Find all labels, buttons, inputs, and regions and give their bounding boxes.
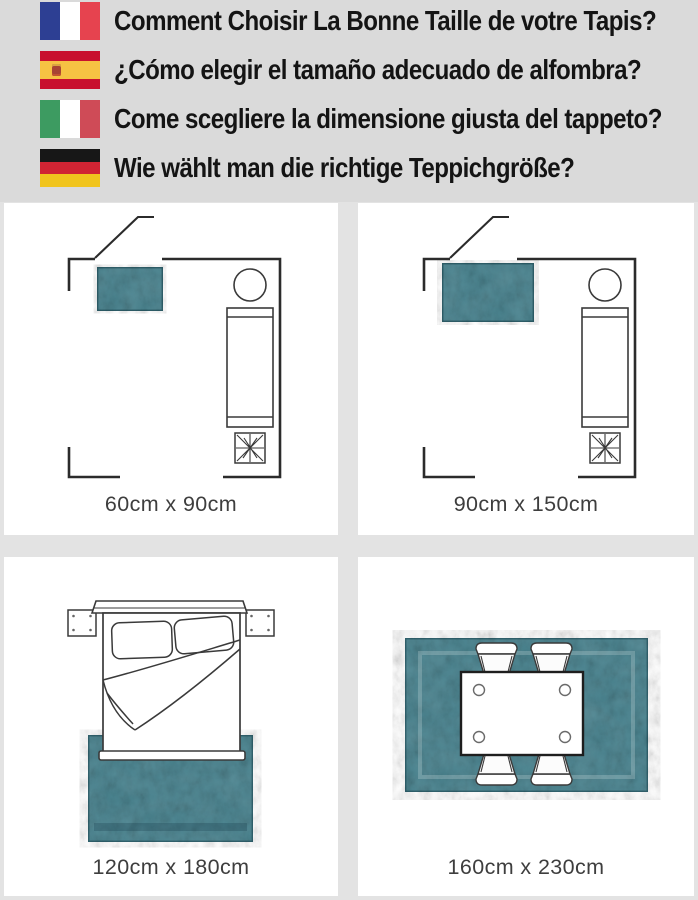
potted-plant-icon	[235, 433, 265, 463]
title-german: Wie wählt man die richtige Teppichgröße?	[114, 152, 575, 183]
rug-size-label: 90cm x 150cm	[453, 492, 599, 516]
entry-floorplan-small	[4, 203, 338, 535]
side-table	[234, 269, 266, 301]
panel-entry-small	[4, 203, 338, 535]
title-italian: Come scegliere la dimensione giusta del tappeto?	[114, 103, 662, 134]
dining-chair-bottom-left	[476, 754, 517, 785]
double-bed	[92, 601, 247, 760]
potted-plant-icon	[590, 433, 620, 463]
italy-flag-icon	[40, 100, 100, 138]
title-row-italian	[40, 100, 698, 138]
pillow-right	[174, 616, 235, 655]
panel-entry-large	[358, 203, 694, 535]
rug	[97, 267, 163, 311]
side-table	[589, 269, 621, 301]
entry-floorplan-large	[358, 203, 694, 535]
title-french: Comment Choisir La Bonne Taille de votre Tapis?	[114, 5, 657, 36]
title-spanish: ¿Cómo elegir el tamaño adecuado de alfombra?	[114, 54, 642, 85]
rug-size-label: 120cm x 180cm	[92, 855, 250, 879]
multilingual-title-header	[0, 0, 698, 202]
france-flag-icon	[40, 2, 100, 40]
rug-size-label: 60cm x 90cm	[104, 492, 238, 516]
door-swing-icon	[95, 217, 154, 258]
title-row-french	[40, 2, 698, 40]
pillow-left	[111, 621, 172, 659]
console-table	[227, 308, 273, 427]
dining-chair-top-left	[476, 643, 517, 674]
nightstand-left	[68, 610, 96, 636]
rug	[442, 263, 534, 322]
panel-bedroom	[4, 557, 338, 896]
door-swing-icon	[450, 217, 509, 258]
title-row-german	[40, 149, 698, 187]
panel-dining	[358, 557, 694, 896]
dining-chair-top-right	[531, 643, 572, 674]
spain-crest-icon	[52, 64, 61, 76]
dining-plan	[358, 557, 694, 896]
spain-flag-icon	[40, 51, 100, 89]
console-table	[582, 308, 628, 427]
rug-size-examples-grid	[0, 202, 698, 900]
title-row-spanish	[40, 51, 698, 89]
bedroom-plan	[4, 557, 338, 896]
rug-size-label: 160cm x 230cm	[447, 855, 605, 879]
dining-chair-bottom-right	[531, 754, 572, 785]
dining-table	[461, 672, 583, 755]
germany-flag-icon	[40, 149, 100, 187]
footboard	[99, 751, 245, 760]
nightstand-right	[246, 610, 274, 636]
